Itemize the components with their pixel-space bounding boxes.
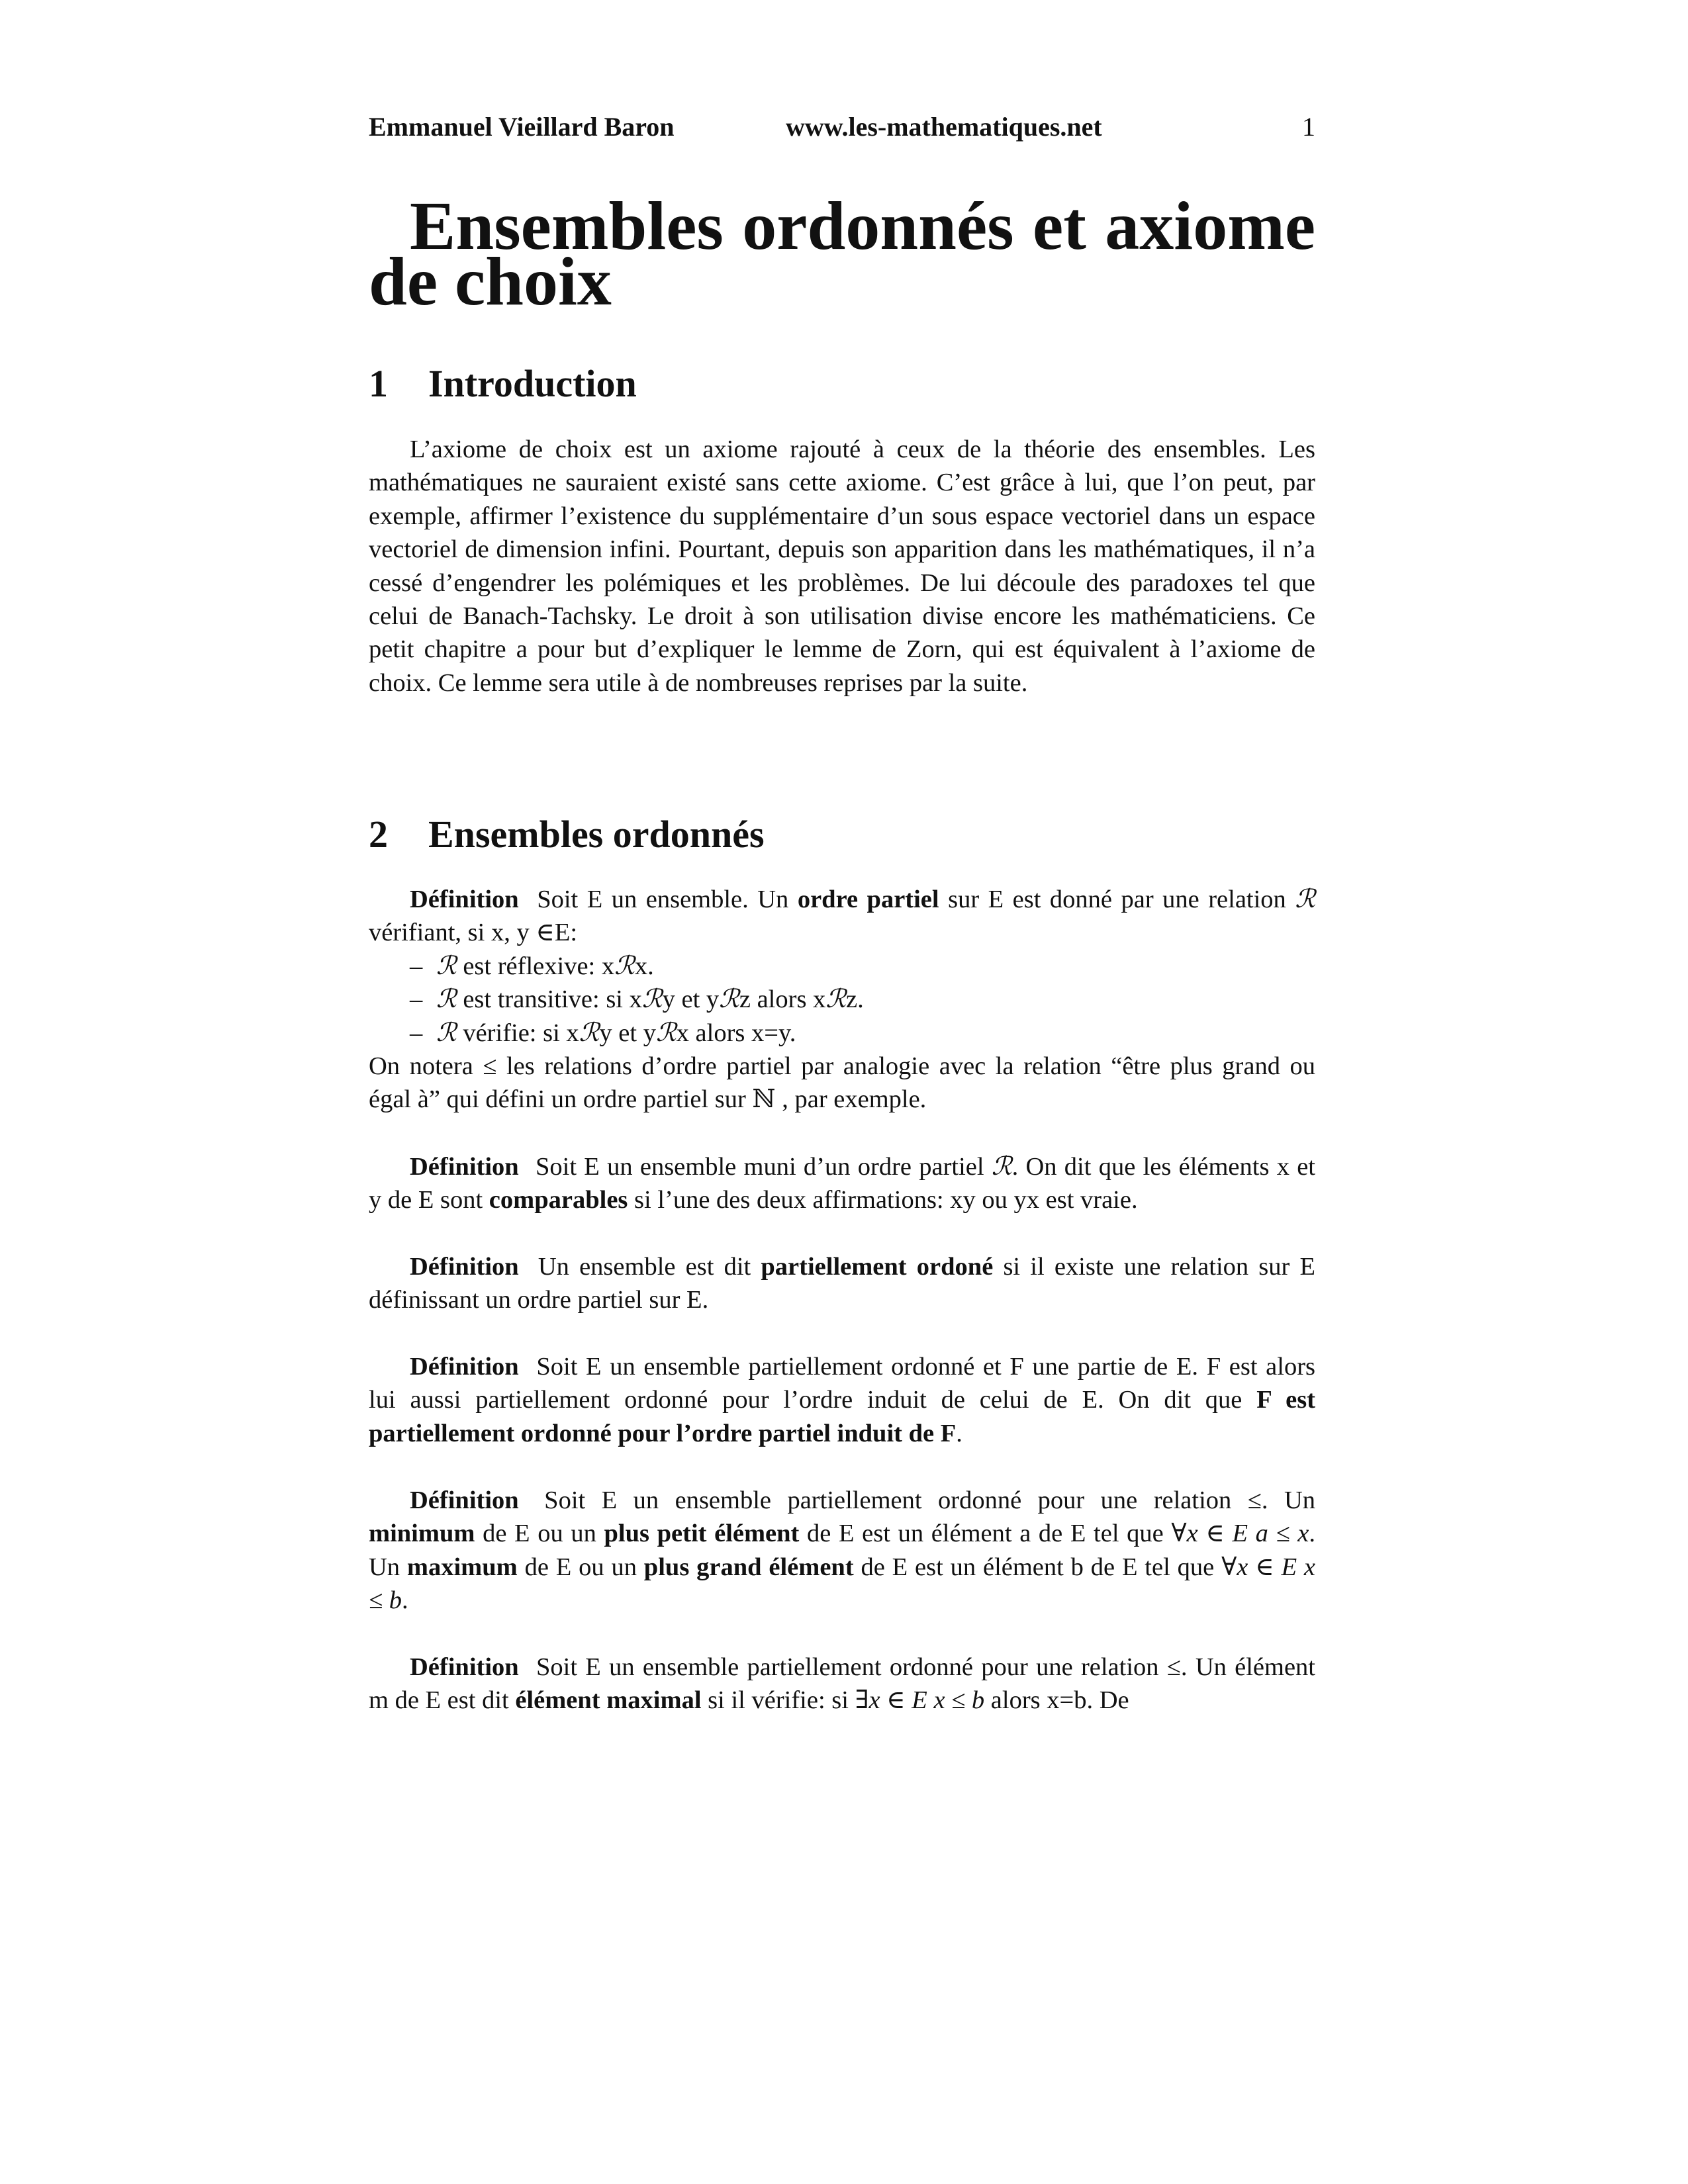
list-item: – ℛ est réflexive: xℛx.	[410, 950, 864, 983]
list-item: – ℛ vérifie: si xℛy et yℛx alors x=y.	[410, 1017, 864, 1050]
definition-maximal-element: Définition Soit E un ensemble partiellement ordonné pour une relation ≤. Un élément m de E est dit élément maximal si il vérifie: si ∃x ∈ E x ≤ b alors x=b. De	[369, 1653, 1315, 1715]
section-heading-introduction	[369, 361, 637, 407]
condition-list	[410, 950, 864, 1050]
math-expression: ∀x ∈ E a ≤ x	[1171, 1520, 1309, 1548]
page-number: 1	[1302, 112, 1315, 142]
defined-term: maximum	[406, 1553, 518, 1581]
defined-term: minimum	[369, 1520, 475, 1548]
introduction-paragraph: L’axiome de choix est un axiome rajouté à ceux de la théorie des ensembles. Les mathématiques ne sauraient existé sans cette axiome. C’est grâce à lui, que l’on peut, par exemple, affirmer l’existence du supplémentaire d’un sous espace vectoriel dans un espace vectoriel de dimension infini. Pourtant, depuis son apparition dans les mathématiques, il n’a cessé d’engendrer les polémiques et les problèmes. De lui découle des paradoxes tel que celui de Banach-Tachsky. Le droit à son utilisation divise encore les mathématiciens. Ce petit chapitre a pour but d’expliquer le lemme de Zorn, qui est équivalent à l’axiome de choix. Ce lemme sera utile à de nombreuses reprises par la suite.	[369, 435, 1315, 697]
section-title: Introduction	[428, 362, 637, 405]
definition-minimum-maximum: Définition Soit E un ensemble partiellement ordonné pour une relation ≤. Un minimum de E ou un plus petit élément de E est un élément a de E tel que ∀x ∈ E a ≤ x. Un maximum de E ou un plus grand élément de E est un élément b de E tel que ∀x ∈ E x ≤ b.	[369, 1486, 1316, 1615]
document-title: Ensembles ordonnés et axiome de choix	[369, 188, 1315, 320]
defined-term: plus petit élément	[604, 1520, 800, 1548]
list-item: – ℛ est transitive: si xℛy et yℛz alors xℛz.	[410, 983, 864, 1016]
definition-label: Définition	[410, 886, 519, 913]
header-author: Emmanuel Vieillard Baron	[369, 112, 675, 142]
relation-symbol: ℛ	[1295, 884, 1316, 914]
running-header	[369, 111, 1315, 148]
defined-term: F est partiellement ordonné pour l’ordre partiel induit de F	[369, 1386, 1316, 1447]
math-expression: ∀x ∈ E x ≤ b	[369, 1553, 1316, 1615]
math-expression: ∃x ∈ E x ≤ b	[855, 1686, 985, 1715]
defined-term: élément maximal	[515, 1686, 702, 1715]
definition-partially-ordered: Définition Un ensemble est dit partiellement ordoné si il existe une relation sur E définissant un ordre partiel sur E.	[369, 1253, 1316, 1314]
defined-term: ordre partiel	[797, 886, 939, 913]
section-number: 1	[369, 362, 388, 405]
definition-induced-order: Définition Soit E un ensemble partiellement ordonné et F une partie de E. F est alors lui aussi partiellement ordonné pour l’ordre induit de celui de E. On dit que F est partiellement ordonné pour l’ordre partiel induit de F.	[369, 1353, 1316, 1447]
partial-order-note: On notera ≤ les relations d’ordre partiel par analogie avec la relation “être plus grand ou égal à” qui défini un ordre partiel sur ℕ , par exemple.	[369, 1052, 1315, 1114]
header-website: www.les-mathematiques.net	[786, 112, 1102, 142]
defined-term: partiellement ordoné	[761, 1253, 994, 1281]
defined-term: comparables	[489, 1186, 628, 1214]
definition-comparable: Définition Soit E un ensemble muni d’un ordre partiel ℛ. On dit que les éléments x et y de E sont comparables si l’une des deux affirmations: xy ou yx est vraie.	[369, 1152, 1316, 1214]
section-heading-ordered-sets	[369, 811, 765, 858]
section-title: Ensembles ordonnés	[428, 813, 765, 856]
defined-term: plus grand élément	[643, 1553, 854, 1581]
section-number: 2	[369, 813, 388, 856]
definition-partial-order: Définition Soit E un ensemble. Un ordre partiel sur E est donné par une relation ℛ vérifiant, si x, y ∈E:	[369, 884, 1316, 947]
